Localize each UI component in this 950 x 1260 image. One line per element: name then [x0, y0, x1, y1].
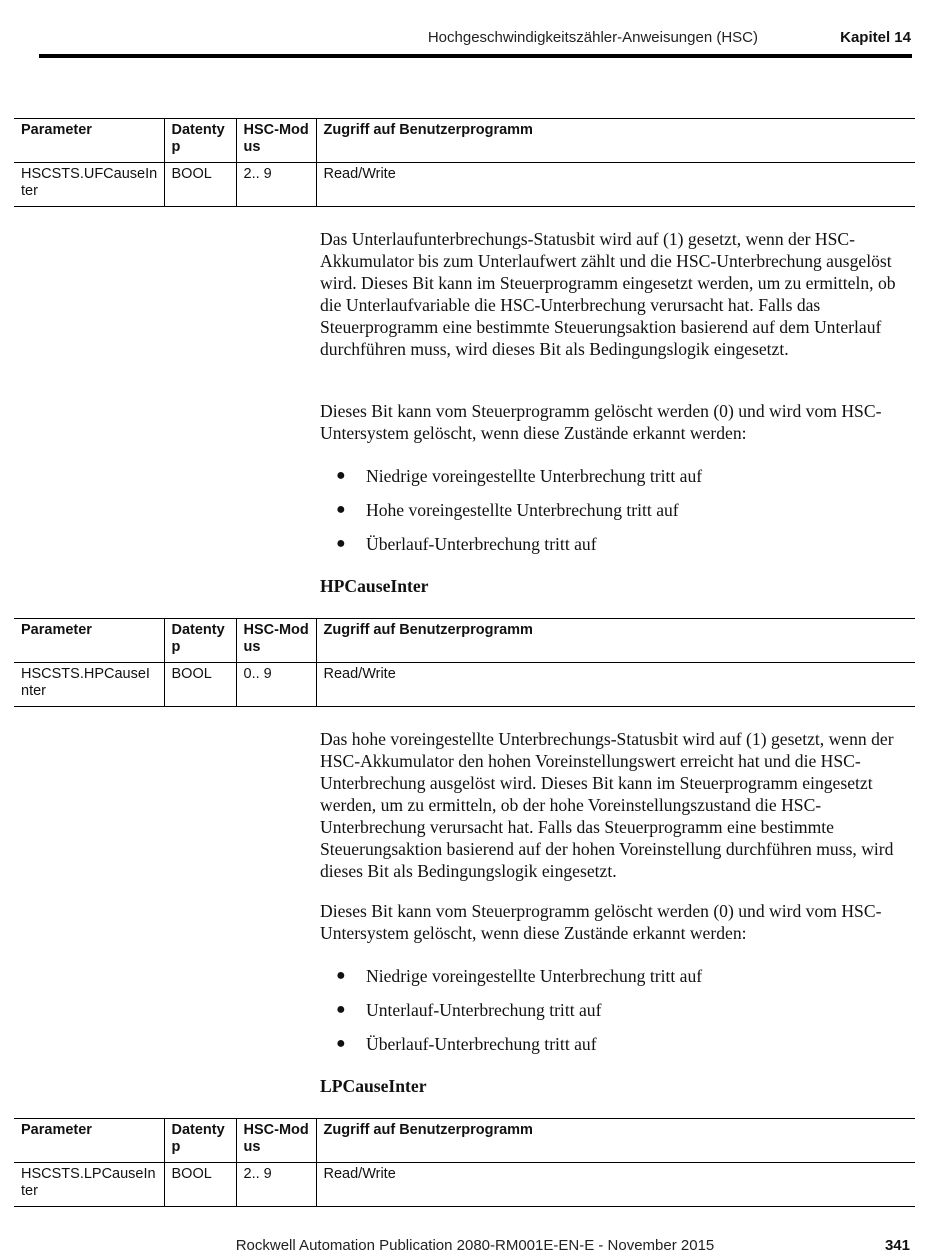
section-heading-lpcauseinter: LPCauseInter [320, 1076, 427, 1096]
table-row [14, 663, 915, 707]
column-header-datatype: Datentyp [164, 119, 236, 163]
cell-access: Read/Write [316, 163, 915, 207]
column-header-parameter: Parameter [21, 122, 92, 138]
cell-datatype: BOOL [164, 163, 236, 207]
list-item [320, 499, 912, 533]
list-item-text: Niedrige voreingestellte Unterbrechung tritt auf [366, 466, 703, 486]
high-preset-description: Das hohe voreingestellte Unterbrechungs-Statusbit wird auf (1) gesetzt, wenn der HSC-Akkumulator den hohen Voreinstellungswert erreicht hat und die HSC-Unterbrechung ausgelöst wird. Dieses Bit kann im Steuerprogramm eingesetzt werden, um zu ermitteln, ob der hohe Voreinstellungszustand die HSC-Unterbrechung verursacht hat. Falls das Steuerprogramm eine bestimmte Steuerungsaktion basierend auf der hohen Voreinstellung durchführen muss, wird dieses Bit als Bedingungslogik eingesetzt. [320, 729, 894, 881]
cell-mode: 2.. 9 [236, 163, 316, 207]
cell-datatype: BOOL [164, 663, 236, 707]
cell-datatype: BOOL [164, 1163, 236, 1207]
cell-mode: 2.. 9 [236, 1163, 316, 1207]
bullet-icon: ● [336, 535, 346, 552]
table-header-row [14, 1119, 915, 1163]
column-header-mode: HSC-Modus [236, 619, 316, 663]
cell-parameter: HSCSTS.UFCauseInter [21, 166, 158, 199]
bullet-icon: ● [336, 967, 346, 984]
table-header-row [14, 619, 915, 663]
table-header-row [14, 119, 915, 163]
underflow-description: Das Unterlaufunterbrechungs-Statusbit wird auf (1) gesetzt, wenn der HSC-Akkumulator bis zum Unterlaufwert zählt und die HSC-Unterbrechung ausgelöst wird. Dieses Bit kann im Steuerprogramm eingesetzt werden, um zu ermitteln, ob die Unterlaufvariable die HSC-Unterbrechung verursacht hat. Falls das Steuerprogramm eine bestimmte Steuerungsaktion basierend auf dem Unterlauf durchführen muss, wird dieses Bit als Bedingungslogik eingesetzt. [320, 229, 896, 359]
parameter-table-lpcauseinter [14, 1118, 915, 1207]
underflow-condition-list [320, 465, 912, 567]
list-item-text: Hohe voreingestellte Unterbrechung tritt auf [366, 500, 679, 520]
column-header-parameter: Parameter [21, 622, 92, 638]
column-header-mode: HSC-Modus [236, 1119, 316, 1163]
table-row [14, 163, 915, 207]
list-item [320, 1033, 912, 1067]
list-item [320, 965, 912, 999]
header-rule [39, 54, 912, 58]
cell-mode: 0.. 9 [236, 663, 316, 707]
table-row [14, 1163, 915, 1207]
high-preset-condition-list [320, 965, 912, 1067]
section-heading-hpcauseinter: HPCauseInter [320, 576, 429, 596]
list-item-text: Überlauf-Unterbrechung tritt auf [366, 1034, 597, 1054]
list-item-text: Niedrige voreingestellte Unterbrechung tritt auf [366, 966, 703, 986]
column-header-access: Zugriff auf Benutzerprogramm [316, 119, 915, 163]
chapter-label: Kapitel 14 [840, 29, 911, 46]
bullet-icon: ● [336, 467, 346, 484]
list-item-text: Überlauf-Unterbrechung tritt auf [366, 534, 597, 554]
publication-footer: Rockwell Automation Publication 2080-RM001E-EN-E - November 2015 [235, 1237, 715, 1254]
list-item [320, 465, 912, 499]
cell-parameter: HSCSTS.LPCauseInter [21, 1166, 156, 1199]
column-header-parameter: Parameter [21, 1122, 92, 1138]
cell-access: Read/Write [316, 663, 915, 707]
column-header-mode: HSC-Modus [236, 119, 316, 163]
list-item-text: Unterlauf-Unterbrechung tritt auf [366, 1000, 602, 1020]
cell-parameter: HSCSTS.HPCauseInter [21, 666, 150, 699]
high-preset-clear-text: Dieses Bit kann vom Steuerprogramm gelöscht werden (0) und wird vom HSC-Untersystem gelöscht, wenn diese Zustände erkannt werden: [320, 901, 882, 943]
page-number: 341 [884, 1237, 910, 1254]
column-header-access: Zugriff auf Benutzerprogramm [316, 619, 915, 663]
list-item [320, 999, 912, 1033]
parameter-table-ufcauseinter [14, 118, 915, 207]
column-header-access: Zugriff auf Benutzerprogramm [316, 1119, 915, 1163]
parameter-table-hpcauseinter [14, 618, 915, 707]
bullet-icon: ● [336, 501, 346, 518]
bullet-icon: ● [336, 1035, 346, 1052]
list-item [320, 533, 912, 567]
column-header-datatype: Datentyp [164, 619, 236, 663]
cell-access: Read/Write [316, 1163, 915, 1207]
underflow-clear-text: Dieses Bit kann vom Steuerprogramm gelöscht werden (0) und wird vom HSC-Untersystem gelöscht, wenn diese Zustände erkannt werden: [320, 401, 882, 443]
running-header-title: Hochgeschwindigkeitszähler-Anweisungen (HSC) [427, 29, 758, 46]
column-header-datatype: Datentyp [164, 1119, 236, 1163]
bullet-icon: ● [336, 1001, 346, 1018]
